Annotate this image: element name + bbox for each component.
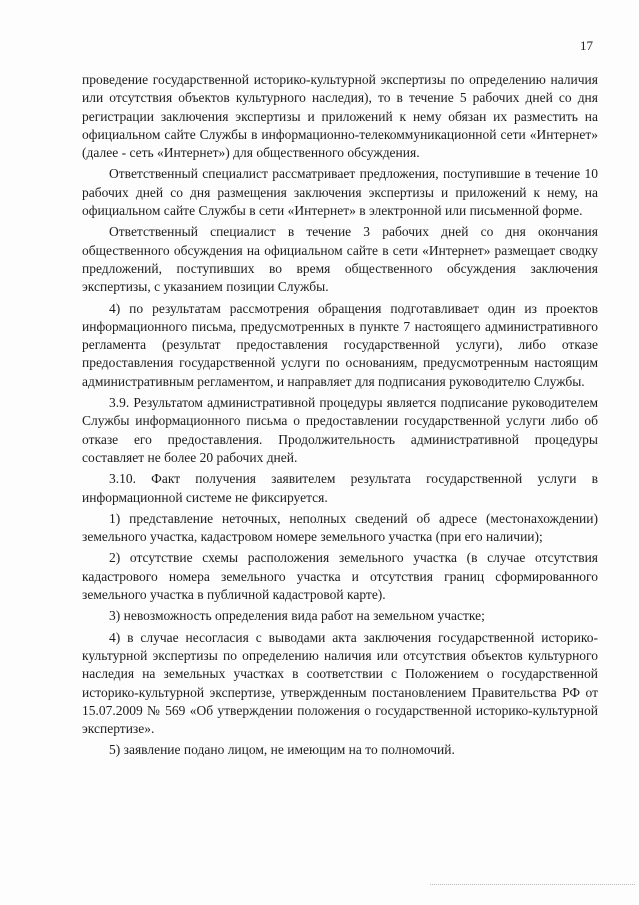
footer-divider — [430, 884, 635, 885]
paragraph-proposals-review: Ответственный специалист рассматривает предложения, поступившие в течение 10 рабочих дней со дня размещения заключения экспертизы и приложений к нему, на официальном сайте Службы в сети «Интернет» в электронной или письменной форме. — [82, 166, 598, 219]
list-item-5: 5) заявление подано лицом, не имеющим на то полномочий. — [109, 742, 455, 758]
paragraph-item-4-letter: 4) по результатам рассмотрения обращения подготавливает один из проектов информационного письма, предусмотренных в пункте 7 настоящего административного регламента (результат предоставления государственной услуги), либо отказе предоставления государственной услуги по основаниям, предусмотренным настоящим административным регламентом, и направляет для подписания руководителю Службы. — [82, 300, 598, 389]
list-item-4: 4) в случае несогласия с выводами акта заключения государственной историко-культурной экспертизы по определению наличия или отсутствия объектов культурного наследия на земельных участках в соответствии с Положением о государственной историко-культурной экспертизе, утвержденным постановлением Правительства РФ от 15.07.2009 № 569 «Об утверждении положения о государственной историко-культурной экспертизе». — [82, 629, 598, 737]
paragraph-3-10: 3.10. Факт получения заявителем результата государственной услуги в информационной системе не фиксируется. — [82, 471, 598, 505]
list-item-1: 1) представление неточных, неполных сведений об адресе (местонахождении) земельного участка, кадастровом номере земельного участка (при его наличии); — [82, 510, 598, 545]
list-item-2: 2) отсутствие схемы расположения земельного участка (в случае отсутствия кадастрового номера земельного участка и отсутствия границ сформированного земельного участка в публичной кадастровой карте). — [82, 550, 598, 603]
paragraph-3-9: 3.9. Результатом административной процедуры является подписание руководителем Службы информационного письма о предоставлении государственной услуги либо об отказе его предоставления. Продолжительность административной процедуры составляет не более 20 рабочих дней. — [82, 395, 598, 465]
list-item-3: 3) невозможность определения вида работ на земельном участке; — [109, 608, 485, 624]
paragraph-proposals-summary: Ответственный специалист в течение 3 рабочих дней со дня окончания общественного обсуждения на официальном сайте в сети «Интернет» размещает сводку предложений, поступивших во время общественного обсуждения заключения экспертизы, с указанием позиции Службы. — [82, 224, 598, 295]
document-body — [82, 71, 598, 763]
paragraph-continuation: проведение государственной историко-культурной экспертизы по определению наличия или отсутствия объектов культурного наследия), то в течение 5 рабочих дней со дня регистрации заключения экспертизы и приложений к нему обязан их разместить на официальном сайте Службы в информационно-телекоммуникационной сети «Интернет» (далее - сеть «Интернет») для общественного обсуждения. — [82, 72, 598, 161]
page-number: 17 — [580, 38, 593, 53]
